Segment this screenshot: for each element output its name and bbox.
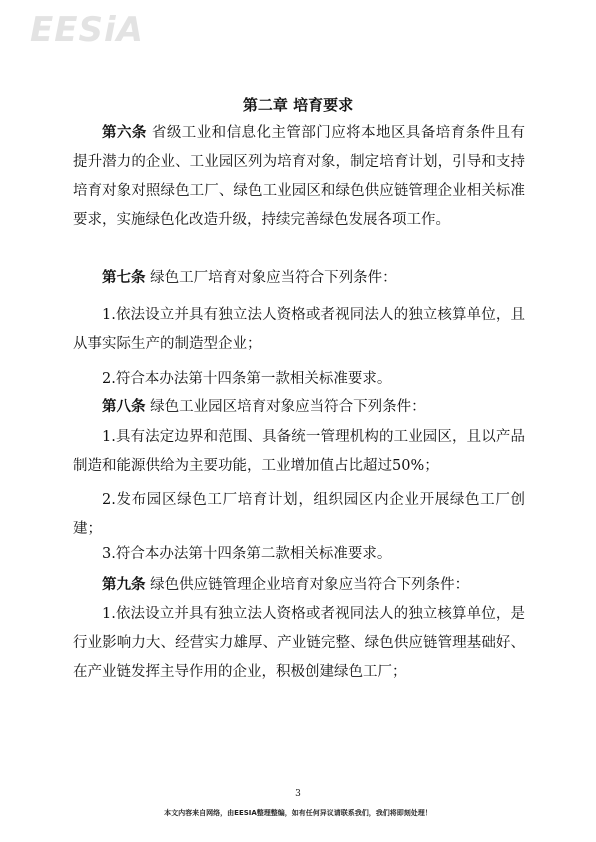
footer-disclaimer: 本文内容来自网络，由EESIA整理整编，如有任何异议请联系我们，我们将即刻处理！ bbox=[164, 809, 432, 817]
article-6-lead: 第六条 bbox=[102, 125, 147, 141]
page-number: 3 bbox=[295, 789, 301, 799]
article-6-text: 省级工业和信息化主管部门应将本地区具备培育条件且有提升潜力的企业、工业园区列为培育对象，制定培育计划，引导和支持培育对象对照绿色工厂、绿色工业园区和绿色供应链管理企业相关标准要求，实施绿色化改造升级，持续完善绿色发展各项工作。 bbox=[73, 125, 526, 228]
article-8 bbox=[73, 393, 525, 422]
article-9-lead: 第九条 bbox=[102, 577, 146, 593]
article-7-item-2: 2.符合本办法第十四条第一款相关标准要求。 bbox=[102, 371, 392, 387]
article-8-item-3: 3.符合本办法第十四条第二款相关标准要求。 bbox=[102, 546, 392, 562]
article-7 bbox=[73, 264, 525, 293]
article-8-lead: 第八条 bbox=[102, 399, 146, 415]
article-6 bbox=[73, 119, 525, 235]
chapter-title: 第二章 培育要求 bbox=[242, 96, 354, 114]
article-8-text: 绿色工业园区培育对象应当符合下列条件： bbox=[150, 399, 426, 415]
article-7-lead: 第七条 bbox=[102, 270, 146, 286]
article-9-item-1: 1.依法设立并具有独立法人资格或者视同法人的独立核算单位，是行业影响力大、经营实力雄厚、产业链完整、绿色供应链管理基础好、在产业链发挥主导作用的企业，积极创建绿色工厂； bbox=[73, 606, 525, 680]
article-9 bbox=[73, 571, 525, 600]
article-8-item-2: 2.发布园区绿色工厂培育计划，组织园区内企业开展绿色工厂创建； bbox=[73, 492, 525, 537]
article-8-item-1: 1.具有法定边界和范围、具备统一管理机构的工业园区，且以产品制造和能源供给为主要功能，工业增加值占比超过50%； bbox=[73, 429, 525, 474]
eesia-logo: EESiA bbox=[30, 10, 144, 50]
article-9-text: 绿色供应链管理企业培育对象应当符合下列条件： bbox=[150, 577, 470, 593]
article-7-text: 绿色工厂培育对象应当符合下列条件： bbox=[150, 270, 397, 286]
article-7-item-1: 1.依法设立并具有独立法人资格或者视同法人的独立核算单位，且从事实际生产的制造型企业； bbox=[73, 307, 525, 352]
